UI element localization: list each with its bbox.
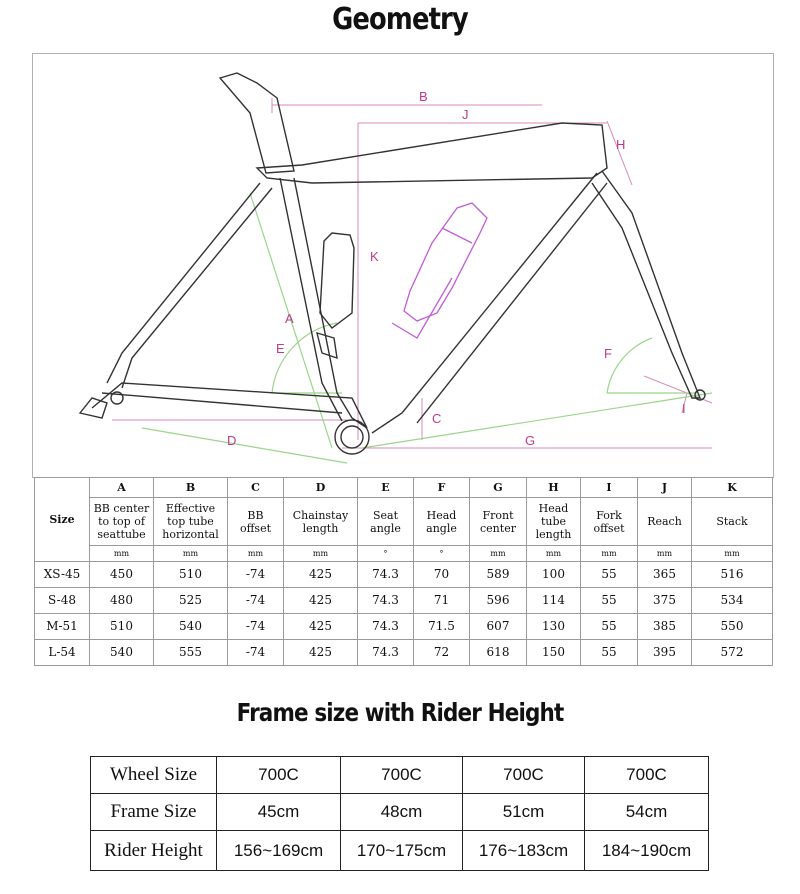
column-letter-j: J xyxy=(638,478,692,498)
column-letter-k: K xyxy=(692,478,773,498)
value-cell: 55 xyxy=(581,640,638,666)
drawing-label-c: C xyxy=(432,411,442,426)
value-cell: 510 xyxy=(154,562,228,588)
description-line: Chainstay xyxy=(292,508,349,522)
value-cell: 618 xyxy=(470,640,527,666)
value-cell: 70 xyxy=(414,562,470,588)
description-line: Seat xyxy=(372,508,399,522)
value-cell: 48cm xyxy=(341,794,463,831)
column-unit-a: mm xyxy=(90,546,154,562)
column-unit-e: ° xyxy=(358,546,414,562)
column-unit-k: mm xyxy=(692,546,773,562)
drawing-label-i: I xyxy=(682,401,686,416)
value-cell: 480 xyxy=(90,588,154,614)
description-line: Front xyxy=(482,508,514,522)
geometry-table xyxy=(34,477,773,666)
column-unit-b: mm xyxy=(154,546,228,562)
value-cell: 55 xyxy=(581,562,638,588)
value-cell: 74.3 xyxy=(358,614,414,640)
column-description-b xyxy=(154,498,228,546)
value-cell: 555 xyxy=(154,640,228,666)
description-line: Head xyxy=(538,502,569,515)
column-unit-c: mm xyxy=(228,546,284,562)
value-cell: 55 xyxy=(581,614,638,640)
description-line: top tube xyxy=(167,515,214,528)
value-cell: 150 xyxy=(527,640,581,666)
column-unit-g: mm xyxy=(470,546,527,562)
value-cell: 525 xyxy=(154,588,228,614)
drawing-label-a: A xyxy=(285,311,294,326)
value-cell: 516 xyxy=(692,562,773,588)
description-line: to top of xyxy=(98,515,145,528)
size-cell: L-54 xyxy=(35,640,90,666)
description-line: Effective xyxy=(165,502,216,515)
description-line: length xyxy=(535,528,572,541)
column-letter-b: B xyxy=(154,478,228,498)
value-cell: 510 xyxy=(90,614,154,640)
column-letter-a: A xyxy=(90,478,154,498)
size-cell: M-51 xyxy=(35,614,90,640)
value-cell: 365 xyxy=(638,562,692,588)
size-cell: S-48 xyxy=(35,588,90,614)
value-cell: 589 xyxy=(470,562,527,588)
column-letter-g: G xyxy=(470,478,527,498)
row-label: Wheel Size xyxy=(91,757,217,794)
column-letter-e: E xyxy=(358,478,414,498)
drawing-label-f: F xyxy=(604,346,612,361)
value-cell: 450 xyxy=(90,562,154,588)
drawing-label-d: D xyxy=(227,433,237,448)
size-column-header: Size xyxy=(35,478,90,562)
column-description-c xyxy=(228,498,284,546)
value-cell: 550 xyxy=(692,614,773,640)
description-line: Stack xyxy=(716,515,748,528)
value-cell: 156~169cm xyxy=(217,831,341,871)
value-cell: 100 xyxy=(527,562,581,588)
value-cell: 385 xyxy=(638,614,692,640)
column-description-g xyxy=(470,498,527,546)
drawing-label-k: K xyxy=(370,249,379,264)
value-cell: 54cm xyxy=(585,794,709,831)
column-letter-h: H xyxy=(527,478,581,498)
drawing-label-g: G xyxy=(525,433,536,448)
value-cell: 700C xyxy=(341,757,463,794)
column-description-h xyxy=(527,498,581,546)
value-cell: 71.5 xyxy=(414,614,470,640)
value-cell: 71 xyxy=(414,588,470,614)
column-description-d xyxy=(284,498,358,546)
description-line: horizontal xyxy=(162,528,219,541)
drawing-label-j: J xyxy=(462,107,469,122)
value-cell: -74 xyxy=(228,562,284,588)
value-cell: 425 xyxy=(284,614,358,640)
description-line: offset xyxy=(239,521,271,535)
value-cell: -74 xyxy=(228,614,284,640)
column-letter-f: F xyxy=(414,478,470,498)
value-cell: 700C xyxy=(217,757,341,794)
drawing-label-b: B xyxy=(419,89,428,104)
drawing-label-h: H xyxy=(616,137,626,152)
drawing-label-e: E xyxy=(276,341,285,356)
column-unit-d: mm xyxy=(284,546,358,562)
row-label: Frame Size xyxy=(91,794,217,831)
table-row xyxy=(91,794,709,831)
value-cell: 74.3 xyxy=(358,562,414,588)
value-cell: 534 xyxy=(692,588,773,614)
value-cell: 375 xyxy=(638,588,692,614)
column-unit-h: mm xyxy=(527,546,581,562)
frame-geometry-drawing xyxy=(32,53,774,478)
description-line: BB xyxy=(247,508,264,522)
value-cell: -74 xyxy=(228,640,284,666)
value-cell: 540 xyxy=(154,614,228,640)
column-description-i xyxy=(581,498,638,546)
value-cell: 170~175cm xyxy=(341,831,463,871)
value-cell: 596 xyxy=(470,588,527,614)
table-row xyxy=(35,588,773,614)
value-cell: 395 xyxy=(638,640,692,666)
value-cell: -74 xyxy=(228,588,284,614)
description-line: center xyxy=(480,521,516,535)
value-cell: 425 xyxy=(284,588,358,614)
value-cell: 51cm xyxy=(463,794,585,831)
value-cell: 572 xyxy=(692,640,773,666)
value-cell: 184~190cm xyxy=(585,831,709,871)
value-cell: 74.3 xyxy=(358,640,414,666)
column-unit-f: ° xyxy=(414,546,470,562)
geometry-title: Geometry xyxy=(332,2,468,37)
description-line: seattube xyxy=(97,528,146,541)
column-unit-i: mm xyxy=(581,546,638,562)
table-row xyxy=(35,614,773,640)
column-unit-j: mm xyxy=(638,546,692,562)
column-description-e xyxy=(358,498,414,546)
column-description-f xyxy=(414,498,470,546)
table-row xyxy=(35,640,773,666)
description-line: angle xyxy=(426,521,457,535)
column-letter-d: D xyxy=(284,478,358,498)
description-line: offset xyxy=(593,521,625,535)
description-line: Head xyxy=(426,508,457,522)
column-letter-c: C xyxy=(228,478,284,498)
description-line: Reach xyxy=(647,515,682,528)
value-cell: 700C xyxy=(463,757,585,794)
rider-height-table xyxy=(90,756,709,871)
value-cell: 425 xyxy=(284,640,358,666)
table-row xyxy=(91,831,709,871)
column-description-k xyxy=(692,498,773,546)
water-bottle xyxy=(392,203,487,338)
description-line: BB center xyxy=(93,502,150,515)
rider-height-title: Frame size with Rider Height xyxy=(236,698,564,727)
value-cell: 72 xyxy=(414,640,470,666)
description-line: tube xyxy=(540,515,567,528)
value-cell: 540 xyxy=(90,640,154,666)
value-cell: 176~183cm xyxy=(463,831,585,871)
value-cell: 45cm xyxy=(217,794,341,831)
row-label: Rider Height xyxy=(91,831,217,871)
value-cell: 425 xyxy=(284,562,358,588)
value-cell: 114 xyxy=(527,588,581,614)
value-cell: 700C xyxy=(585,757,709,794)
column-description-a xyxy=(90,498,154,546)
value-cell: 74.3 xyxy=(358,588,414,614)
value-cell: 55 xyxy=(581,588,638,614)
column-description-j xyxy=(638,498,692,546)
frame-outline xyxy=(80,73,705,454)
description-line: Fork xyxy=(596,508,622,522)
column-letter-i: I xyxy=(581,478,638,498)
description-line: length xyxy=(302,521,339,535)
angle-arcs xyxy=(142,193,712,463)
value-cell: 130 xyxy=(527,614,581,640)
table-row xyxy=(35,562,773,588)
size-cell: XS-45 xyxy=(35,562,90,588)
value-cell: 607 xyxy=(470,614,527,640)
description-line: angle xyxy=(370,521,401,535)
table-row xyxy=(91,757,709,794)
